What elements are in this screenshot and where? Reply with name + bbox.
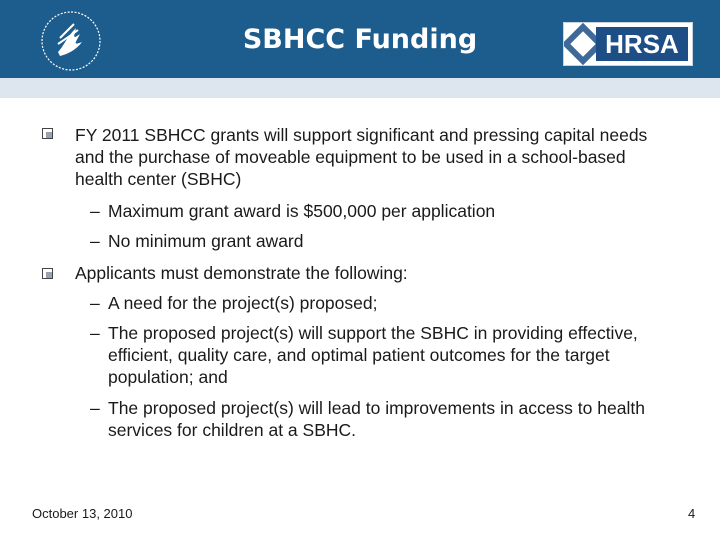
slide-title: SBHCC Funding xyxy=(242,24,478,55)
dash-icon: – xyxy=(90,293,100,313)
footer-date: October 13, 2010 xyxy=(32,506,133,521)
bullet-2-text: Applicants must demonstrate the following: xyxy=(75,263,408,283)
subitem-2-1: A need for the project(s) proposed; xyxy=(108,293,378,313)
bullet-1-text: FY 2011 SBHCC grants will support significant and pressing capital needs and the purchase of moveable equipment to be used in a school-based health center (SBHC) xyxy=(75,125,648,189)
dash-icon: – xyxy=(90,398,100,418)
dash-icon: – xyxy=(90,201,100,221)
subitem-1-1: Maximum grant award is $500,000 per application xyxy=(108,201,496,221)
dash-icon: – xyxy=(90,231,100,251)
bullet-1-marker xyxy=(42,128,53,139)
subitem-2-2: The proposed project(s) will support the SBHC in providing effective, efficient, quality care, and optimal patient outcomes for the target population; and xyxy=(108,323,638,387)
subitem-2-3: The proposed project(s) will lead to improvements in access to health services for children at a SBHC. xyxy=(108,398,645,440)
dash-icon: – xyxy=(90,323,100,343)
subitem-1-2: No minimum grant award xyxy=(108,231,304,251)
page-number: 4 xyxy=(688,506,696,521)
bullet-2-marker xyxy=(42,268,53,279)
hrsa-logo-text: HRSA xyxy=(605,29,679,59)
